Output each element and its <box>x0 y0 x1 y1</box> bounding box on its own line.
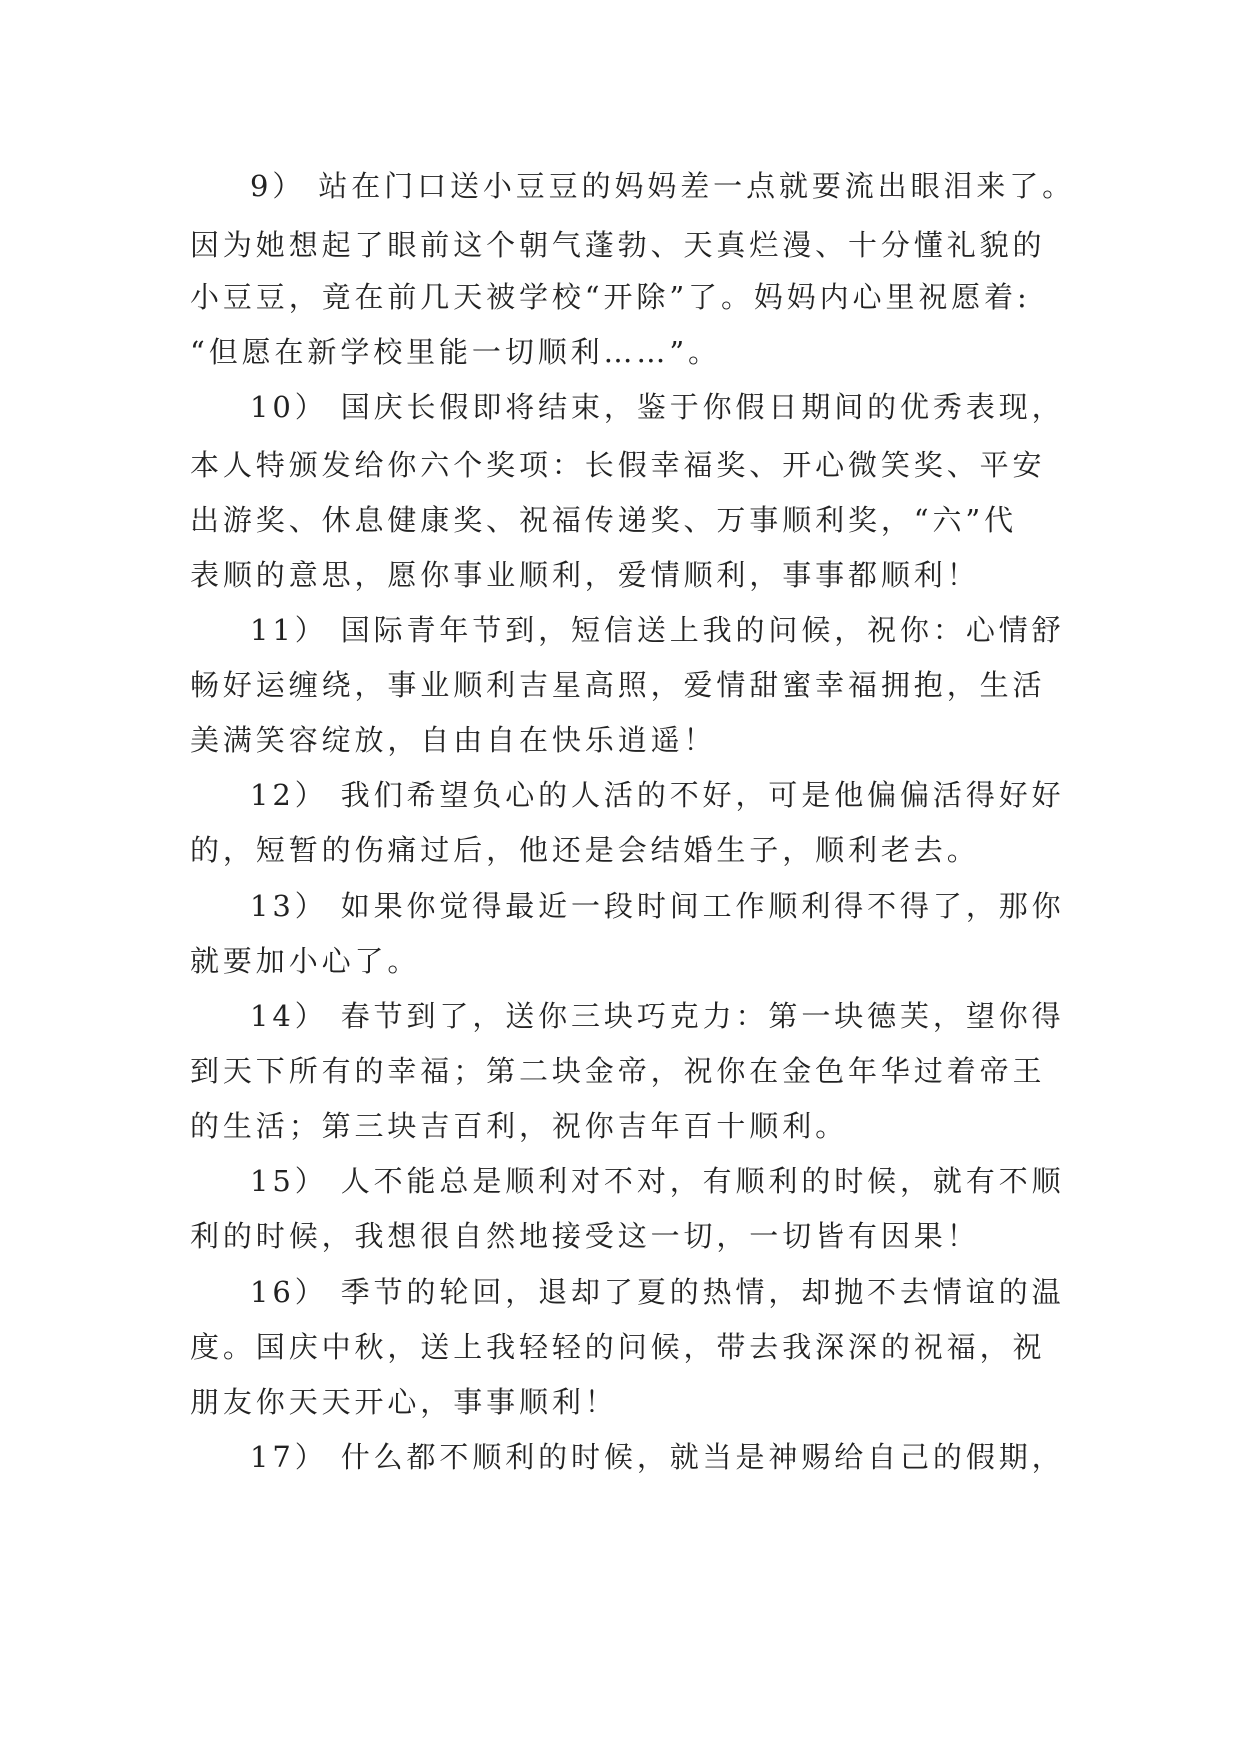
text-line: 本人特颁发给你六个奖项：长假幸福奖、开心微笑奖、平安 <box>190 448 1046 482</box>
text-line: 到天下所有的幸福；第二块金帝，祝你在金色年华过着帝王 <box>190 1054 1046 1088</box>
text-line: 13） 如果你觉得最近一段时间工作顺利得不得了，那你 <box>250 889 1065 923</box>
text-line: 朋友你天天开心，事事顺利！ <box>190 1385 618 1419</box>
text-line: 的，短暂的伤痛过后，他还是会结婚生子，顺利老去。 <box>190 833 980 867</box>
text-line: 15） 人不能总是顺利对不对，有顺利的时候，就有不顺 <box>250 1164 1065 1198</box>
text-line: 的生活；第三块吉百利，祝你吉年百十顺利。 <box>190 1109 849 1143</box>
text-line: “但愿在新学校里能一切顺利……”。 <box>190 335 721 369</box>
text-line: 表顺的意思，愿你事业顺利，爱情顺利，事事都顺利！ <box>190 558 980 592</box>
text-line: 小豆豆，竟在前几天被学校“开除”了。妈妈内心里祝愿着: <box>190 280 1031 314</box>
text-line: 出游奖、休息健康奖、祝福传递奖、万事顺利奖，“六”代 <box>190 503 1018 537</box>
text-line: 12） 我们希望负心的人活的不好，可是他偏偏活得好好 <box>250 778 1065 812</box>
text-line: 16） 季节的轮回，退却了夏的热情，却抛不去情谊的温 <box>250 1275 1065 1309</box>
text-line: 9） 站在门口送小豆豆的妈妈差一点就要流出眼泪来了。 <box>250 169 1076 203</box>
text-line: 畅好运缠绕，事业顺利吉星高照，爱情甜蜜幸福拥抱，生活 <box>190 668 1046 702</box>
text-line: 17） 什么都不顺利的时候，就当是神赐给自己的假期， <box>250 1440 1065 1474</box>
text-line: 11） 国际青年节到，短信送上我的问候，祝你：心情舒 <box>250 613 1065 647</box>
text-line: 就要加小心了。 <box>190 944 421 978</box>
text-line: 14） 春节到了，送你三块巧克力：第一块德芙，望你得 <box>250 999 1065 1033</box>
text-line: 因为她想起了眼前这个朝气蓬勃、天真烂漫、十分懂礼貌的 <box>190 228 1046 262</box>
text-line: 10） 国庆长假即将结束，鉴于你假日期间的优秀表现， <box>250 390 1065 424</box>
text-line: 度。国庆中秋，送上我轻轻的问候，带去我深深的祝福，祝 <box>190 1330 1046 1364</box>
text-line: 美满笑容绽放，自由自在快乐逍遥！ <box>190 723 717 757</box>
text-line: 利的时候，我想很自然地接受这一切，一切皆有因果！ <box>190 1219 980 1253</box>
